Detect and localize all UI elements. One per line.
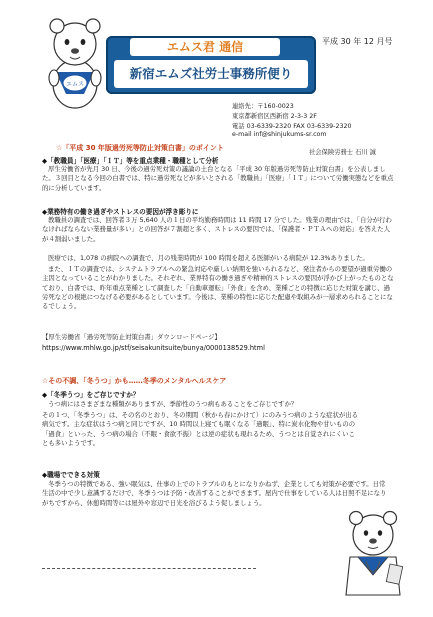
mascot-badge-text: エムス [65, 81, 85, 88]
article2-heading: ☆その不調、「冬うつ」かも……冬季のメンタルヘルスケア [42, 377, 227, 385]
article1-heading: ☆「平成 30 年版過労死等防止対策白書」のポイント [56, 144, 224, 152]
article2-subheading-2: ◆職場でできる対策 [42, 471, 100, 479]
article2-paragraph-3: 冬季うつの特徴である、強い眠気は、仕事の上でのトラブルのもとになりかねず、企業としても対策が必要です。日常生活の中で少し意識するだけで、冬季うつは予防・改善することができます。屋内で仕事をしている人は日照不足になりがちですから、休憩時間等には屋外や窓辺で日光を浴びるよう促しましょう。 [42, 480, 387, 507]
contact-phone: 電話 03-6339-2320 FAX 03-6339-2320 [232, 123, 352, 130]
article2-paragraph-1: うつ病にはさまざまな種類がありますが、季節性のうつ病もあることをご存じですか？ [48, 400, 298, 408]
footer-divider [42, 568, 256, 569]
newsletter-title: エムス君 通信 [130, 38, 280, 56]
article1-paragraph-3: 医療では、1,078 の病院への調査で、月の残業時間が 100 時間を超える医師がいる病院が 12.3%ありました。 [48, 254, 369, 262]
article1-subheading-2: ◆業務特有の働き過ぎやストレスの要因が浮き彫りに [42, 208, 199, 216]
office-name: 新宿エムズ社労士事務所便り [114, 60, 308, 88]
article1-paragraph-1: 厚生労働省が先月 30 日、今後の過労死対策の議論の土台となる「平成 30 年版過労死等防止対策白書」を公表しました。３回目となる今回の白書では、特に過労死などが多いとされる「教職員」「医療」「ＩＴ」について労働実態などを重点的に分析しています。 [42, 165, 394, 192]
mascot-bear-icon [40, 14, 110, 110]
article2-paragraph-2: その１つ、「冬季うつ」は、その名のとおり、冬の期間（秋から春にかけて）にのみうつ病のような症状が出る病気です。主な症状はうつ病と同じですが、10 時間以上寝ても眠くなる「過眠」、特に炭水化物や甘いものの「過食」といった、うつ病の場合（不眠・食欲不振）とは逆の症状も現れるため、うつとは自覚されにくいことも多いようです。 [42, 411, 359, 447]
article1-subheading-1: ◆「教職員」「医療」「ＩＴ」等を重点業種・職種として分析 [42, 157, 219, 165]
download-url[interactable]: https://www.mhlw.go.jp/stf/seisakunitsuite/bunya/0000138529.html [42, 344, 265, 352]
author: 社会保険労務士 石川 誠 [309, 149, 376, 156]
article1-paragraph-2: 教職員の調査では、回答者３万 5,640 人の１日の平均勤務時間は 11 時間 17 分でした。残業の理由では、「自分が行わなければならない業務量が多い」との回答が７割超と多く、ストレスの要因では、「保護者・ＰＴＡへの対応」を答えた人が４割弱いました。 [42, 216, 392, 243]
mascot-doctor-bear-icon [338, 505, 408, 597]
article1-paragraph-4: また、ＩＴの調査では、システムトラブルへの緊急対応や厳しい納期を強いられるなど、発注者からの要望が過重労働の主因となっていることがわかりました。それぞれ、業界特有の働き過ぎや精神的ストレスの要因が浮かび上がったものとなており、白書では、昨年重点業種として調査した「自動車運転」「外食」を含め、業種ごとの特徴に応じた対策を講じ、過労死などの根絶につなげる必要があるとしています。今後は、業種の特性に応じた配慮や取組みが一層求められることになるでしょう。 [42, 265, 394, 311]
contact-email: e-mail inf@shinjukums-sr.com [232, 131, 327, 138]
contact-line: 連絡先：〒160-0023 [232, 103, 294, 110]
article2-subheading-1: ◆「冬季うつ」をご存じですか？ [42, 391, 140, 399]
contact-address: 東京都新宿区西新宿 2-3-3 2F [232, 113, 317, 120]
issue-date: 平成 30 年 12 月号 [322, 37, 393, 46]
download-link-label: 【厚生労働省「過労死等防止対策白書」ダウンロードページ】 [42, 333, 221, 341]
